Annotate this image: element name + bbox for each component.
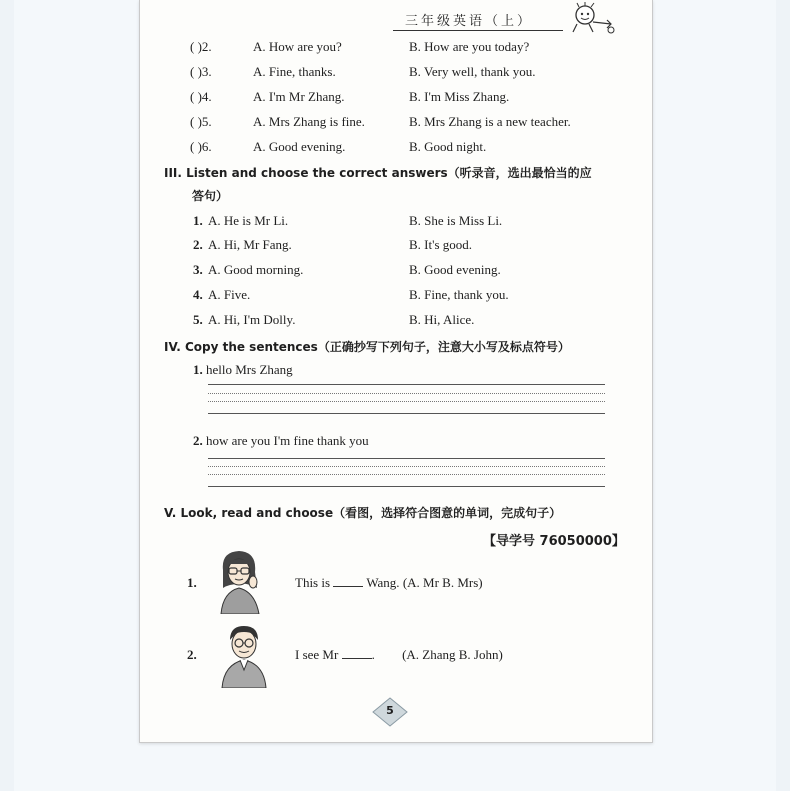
option-b: B. Very well, thank you. <box>409 64 536 79</box>
option-a: A. Hi, Mr Fang. <box>208 237 292 252</box>
option-a: A. Good morning. <box>208 262 304 277</box>
header-underline <box>393 30 563 31</box>
option-a: A. Good evening. <box>253 139 346 154</box>
section-3-title-cont: 答句） <box>192 189 229 203</box>
option-a: A. Five. <box>208 287 251 302</box>
mascot-icon <box>567 2 617 36</box>
page-header-title: 三年级英语（上） <box>405 14 534 29</box>
copy-item <box>193 433 369 449</box>
section-4-title: IV. Copy the sentences（正确抄写下列句子，注意大小写及标点符号） <box>164 340 570 354</box>
guide-number: 【导学号 76050000】 <box>483 534 625 549</box>
woman-with-glasses-illustration <box>215 548 265 614</box>
writing-line[interactable] <box>208 458 605 459</box>
sentence: This is Wang. (A. Mr B. Mrs) <box>295 575 483 590</box>
question-number: 3. <box>201 64 212 79</box>
question-row <box>193 213 503 229</box>
question-row <box>190 64 536 80</box>
question-number: 5. <box>193 312 203 327</box>
question-number: 1. <box>193 213 203 228</box>
answer-paren[interactable]: ( ) <box>190 89 202 104</box>
option-b: B. Good evening. <box>409 262 501 277</box>
copy-sentence: how are you I'm fine thank you <box>206 433 369 448</box>
writing-line[interactable] <box>208 486 605 487</box>
answer-paren[interactable]: ( ) <box>190 39 202 54</box>
option-b: B. Good night. <box>409 139 487 154</box>
question-number: 2. <box>187 647 197 662</box>
answer-options: (A. Zhang B. John) <box>402 647 503 662</box>
question-row <box>190 114 571 130</box>
section-3-title: III. Listen and choose the correct answers（听录音，选出最恰当的应 <box>164 166 592 180</box>
option-b: B. Hi, Alice. <box>409 312 475 327</box>
writing-line[interactable] <box>208 413 605 414</box>
answer-paren[interactable]: ( ) <box>190 64 202 79</box>
question-row <box>193 287 509 303</box>
question-number: 4. <box>201 89 212 104</box>
option-a: A. Hi, I'm Dolly. <box>208 312 296 327</box>
answer-options: (A. Mr B. Mrs) <box>402 575 483 590</box>
question-number: 1. <box>187 575 197 590</box>
question-number: 3. <box>193 262 203 277</box>
answer-paren[interactable]: ( ) <box>190 114 202 129</box>
question-number: 5. <box>201 114 212 129</box>
option-b: B. Fine, thank you. <box>409 287 509 302</box>
writing-line[interactable] <box>208 393 605 394</box>
option-b: B. She is Miss Li. <box>409 213 503 228</box>
question-number: 2. <box>193 433 203 448</box>
question-number: 1. <box>193 362 203 377</box>
option-a: A. Mrs Zhang is fine. <box>253 114 365 129</box>
sentence: I see Mr . (A. Zhang B. John) <box>295 647 503 662</box>
question-row <box>190 39 530 55</box>
option-a: A. Fine, thanks. <box>253 64 336 79</box>
writing-line[interactable] <box>208 466 605 467</box>
answer-paren[interactable]: ( ) <box>190 139 202 154</box>
answer-blank[interactable] <box>342 648 372 659</box>
writing-line[interactable] <box>208 384 605 385</box>
question-number: 2. <box>201 39 212 54</box>
option-b: B. It's good. <box>409 237 473 252</box>
question-number: 6. <box>201 139 212 154</box>
man-with-glasses-illustration <box>218 622 270 688</box>
section-5-title: V. Look, read and choose（看图，选择符合图意的单词，完成句子） <box>164 506 562 520</box>
writing-line[interactable] <box>208 474 605 475</box>
question-row <box>190 89 510 105</box>
option-b: B. How are you today? <box>409 39 530 54</box>
question-row <box>193 237 473 253</box>
question-row <box>193 262 501 278</box>
question-row <box>190 139 487 155</box>
question-row <box>193 312 475 328</box>
answer-blank[interactable] <box>333 576 363 587</box>
option-b: B. I'm Miss Zhang. <box>409 89 510 104</box>
copy-item <box>193 362 293 378</box>
writing-line[interactable] <box>208 401 605 402</box>
copy-sentence: hello Mrs Zhang <box>206 362 293 377</box>
question-number: 4. <box>193 287 203 302</box>
option-a: A. I'm Mr Zhang. <box>253 89 345 104</box>
option-a: A. How are you? <box>253 39 342 54</box>
option-b: B. Mrs Zhang is a new teacher. <box>409 114 571 129</box>
option-a: A. He is Mr Li. <box>208 213 289 228</box>
question-number: 2. <box>193 237 203 252</box>
page-number: 5 <box>386 704 394 717</box>
